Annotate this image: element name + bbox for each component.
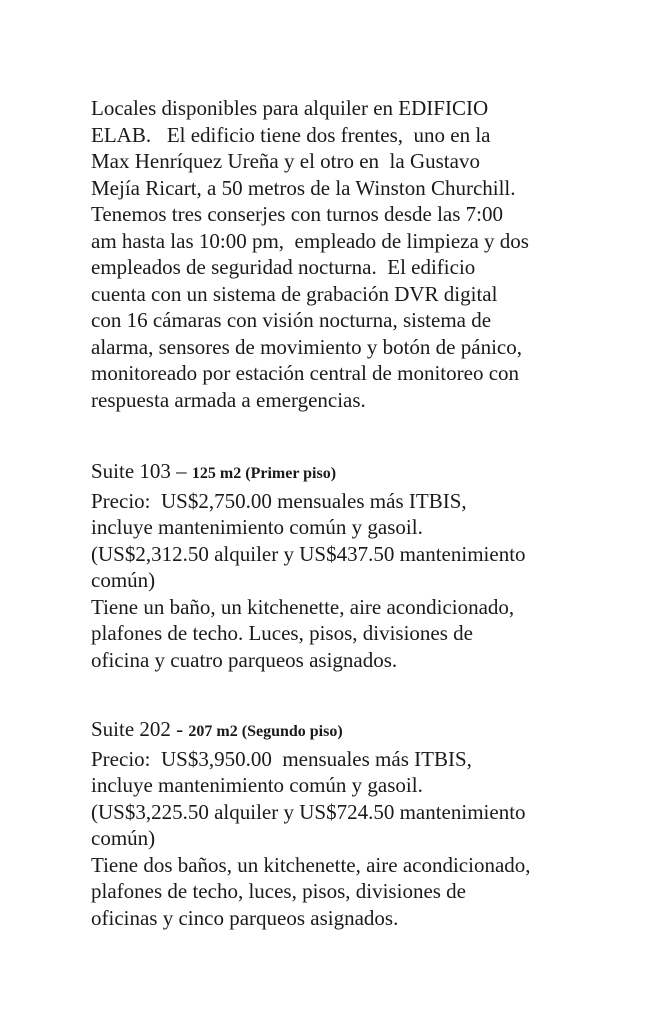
suite-103-section bbox=[91, 458, 526, 673]
suite-line: Tiene un baño, un kitchenette, aire acondicionado, bbox=[91, 594, 515, 619]
intro-line: cuenta con un sistema de grabación DVR digital bbox=[91, 281, 498, 306]
suite-line: Precio: US$3,950.00 mensuales más ITBIS, bbox=[91, 746, 472, 771]
intro-line: Mejía Ricart, a 50 metros de la Winston Churchill. bbox=[91, 175, 516, 200]
suite-line: oficinas y cinco parqueos asignados. bbox=[91, 905, 399, 930]
suite-line: plafones de techo, luces, pisos, divisiones de bbox=[91, 879, 467, 903]
intro-paragraph bbox=[91, 95, 529, 413]
suite-name: Suite 202 - bbox=[91, 717, 189, 741]
suite-heading bbox=[91, 716, 531, 746]
intro-line: empleados de seguridad nocturna. El edificio bbox=[91, 255, 476, 279]
suite-line: (US$3,225.50 alquiler y US$724.50 mantenimiento bbox=[91, 799, 526, 824]
intro-line: am hasta las 10:00 pm, empleado de limpieza y dos bbox=[91, 228, 529, 253]
suite-line: plafones de techo. Luces, pisos, divisiones de bbox=[91, 621, 473, 645]
suite-line: común) bbox=[91, 568, 156, 592]
suite-line: común) bbox=[91, 826, 156, 850]
suite-name: Suite 103 – bbox=[91, 459, 192, 483]
intro-line: respuesta armada a emergencias. bbox=[91, 387, 366, 412]
suite-line: oficina y cuatro parqueos asignados. bbox=[91, 647, 398, 672]
suite-detail: 207 m2 (Segundo piso) bbox=[188, 723, 343, 740]
suite-line: Precio: US$2,750.00 mensuales más ITBIS, bbox=[91, 488, 467, 513]
intro-line: alarma, sensores de movimiento y botón de pánico, bbox=[91, 334, 522, 359]
intro-line: monitoreado por estación central de monitoreo con bbox=[91, 361, 520, 385]
suite-detail: 125 m2 (Primer piso) bbox=[191, 465, 337, 482]
intro-line: Max Henríquez Ureña y el otro en la Gustavo bbox=[91, 149, 480, 173]
suite-line: incluye mantenimiento común y gasoil. bbox=[91, 515, 423, 539]
intro-line: ELAB. El edificio tiene dos frentes, uno en la bbox=[91, 122, 491, 147]
intro-line: Locales disponibles para alquiler en EDIFICIO bbox=[91, 96, 489, 120]
suite-line: Tiene dos baños, un kitchenette, aire acondicionado, bbox=[91, 852, 531, 877]
intro-line: Tenemos tres conserjes con turnos desde las 7:00 bbox=[91, 202, 504, 226]
suite-line: (US$2,312.50 alquiler y US$437.50 mantenimiento bbox=[91, 541, 526, 566]
intro-line: con 16 cámaras con visión nocturna, sistema de bbox=[91, 308, 492, 332]
suite-202-section bbox=[91, 716, 531, 931]
suite-heading bbox=[91, 458, 526, 488]
suite-line: incluye mantenimiento común y gasoil. bbox=[91, 773, 423, 797]
